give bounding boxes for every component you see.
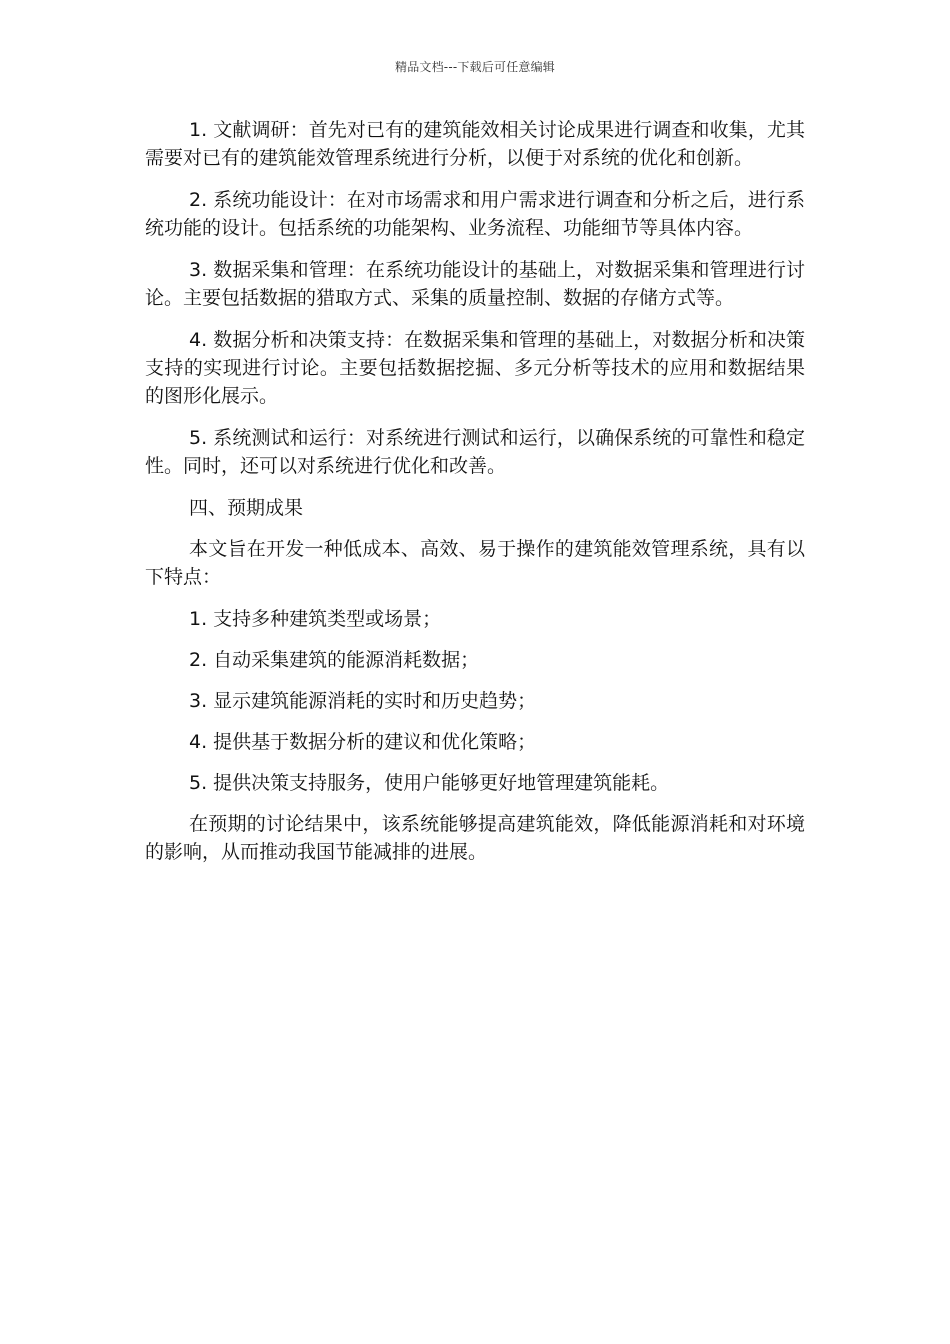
section-heading-expected-results: 四、预期成果 xyxy=(189,497,304,519)
list-item-feature-5: 5. 提供决策支持服务，使用户能够更好地管理建筑能耗。 xyxy=(189,772,670,794)
paragraph-method-function-design: 2. 系统功能设计：在对市场需求和用户需求进行调查和分析之后，进行系统功能的设计。包括系统的功能架构、业务流程、功能细节等具体内容。 xyxy=(145,189,805,239)
list-item-feature-1: 1. 支持多种建筑类型或场景； xyxy=(189,608,442,630)
list-item-feature-2: 2. 自动采集建筑的能源消耗数据； xyxy=(189,649,480,671)
paragraph-method-data-collection: 3. 数据采集和管理：在系统功能设计的基础上，对数据采集和管理进行讨论。主要包括数据的猎取方式、采集的质量控制、数据的存储方式等。 xyxy=(145,259,805,309)
paragraph-method-literature-review: 1. 文献调研：首先对已有的建筑能效相关讨论成果进行调查和收集，尤其需要对已有的建筑能效管理系统进行分析，以便于对系统的优化和创新。 xyxy=(145,119,805,169)
document-body xyxy=(145,116,805,880)
paragraph-results-intro: 本文旨在开发一种低成本、高效、易于操作的建筑能效管理系统，具有以下特点： xyxy=(145,538,805,588)
paragraph-conclusion: 在预期的讨论结果中，该系统能够提高建筑能效，降低能源消耗和对环境的影响，从而推动我国节能减排的进展。 xyxy=(145,813,805,863)
list-item-feature-4: 4. 提供基于数据分析的建议和优化策略； xyxy=(189,731,537,753)
paragraph-method-data-analysis: 4. 数据分析和决策支持：在数据采集和管理的基础上，对数据分析和决策支持的实现进行讨论。主要包括数据挖掘、多元分析等技术的应用和数据结果的图形化展示。 xyxy=(145,329,805,407)
list-item-feature-3: 3. 显示建筑能源消耗的实时和历史趋势； xyxy=(189,690,537,712)
paragraph-method-testing: 5. 系统测试和运行：对系统进行测试和运行，以确保系统的可靠性和稳定性。同时，还可以对系统进行优化和改善。 xyxy=(145,427,805,477)
page-header: 精品文档---下载后可任意编辑 xyxy=(395,60,555,74)
